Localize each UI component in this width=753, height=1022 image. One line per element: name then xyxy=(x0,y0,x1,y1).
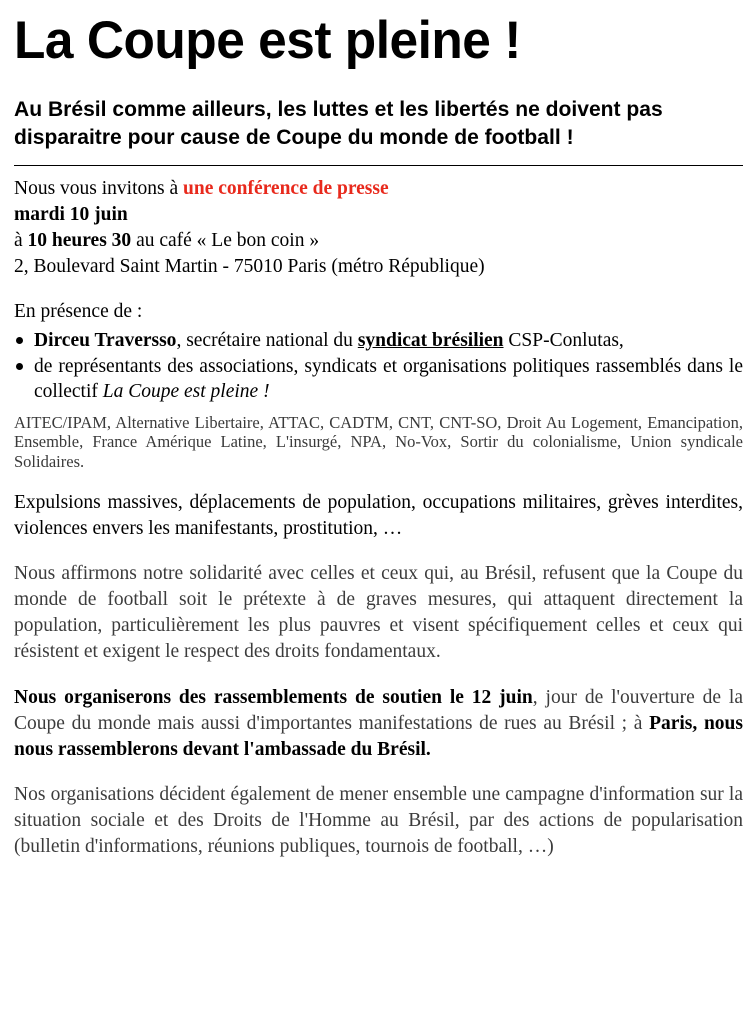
list-item xyxy=(14,354,743,405)
invitation-highlight: une conférence de presse xyxy=(183,178,389,200)
invitation-date-text: mardi 10 juin xyxy=(14,204,128,225)
rassemblements-mid: , jour de l'ouverture de la Coupe du monde mais aussi d'importantes manifestations de rues au Brésil ; à xyxy=(14,686,743,734)
page-subtitle: Au Brésil comme ailleurs, les luttes et les libertés ne doivent pas disparaitre pour cause de Coupe du monde de football ! xyxy=(14,97,663,149)
divider xyxy=(14,165,743,166)
paragraph-campagne: Nos organisations décident également de mener ensemble une campagne d'information sur la situation sociale et des Droits de l'Homme au Brésil, par des actions de popularisation (bulletin d'informations, réunions publiques, tournois de football, …) xyxy=(14,783,743,857)
list-item xyxy=(14,328,743,353)
speakers-list xyxy=(14,328,743,405)
collective-name: La Coupe est pleine ! xyxy=(102,381,270,403)
invitation-time: 10 heures 30 xyxy=(27,229,132,251)
organizations-list: AITEC/IPAM, Alternative Libertaire, ATTAC, CADTM, CNT, CNT-SO, Droit Au Logement, Emancipation, Ensemble, France Amérique Latine, L'insurgé, NPA, No-Vox, Sortir du colonialisme, Union syndicale Solidaires. xyxy=(14,412,743,471)
paragraph-rassemblements xyxy=(14,685,743,763)
invitation-time-place xyxy=(14,228,743,254)
speaker-union: syndicat brésilien xyxy=(357,329,504,351)
speaker-role: , secrétaire national du xyxy=(176,329,358,351)
speaker-name: Dirceu Traversso xyxy=(34,329,177,351)
invitation-venue: au café « Le bon coin » xyxy=(131,229,320,251)
page-title: La Coupe est pleine ! xyxy=(14,11,521,70)
rassemblements-bold-lead: Nous organiserons des rassemblements de soutien le 12 juin xyxy=(14,686,533,708)
paragraph-expulsions: Expulsions massives, déplacements de population, occupations militaires, grèves interdites, violences envers les manifestants, prostitution, … xyxy=(14,492,743,540)
collective-text: de représentants des associations, syndicats et organisations politiques rassemblés dans le collectif xyxy=(34,356,743,403)
invitation-date xyxy=(14,202,743,228)
invitation-address: 2, Boulevard Saint Martin - 75010 Paris (métro République) xyxy=(14,255,485,277)
speaker-union-suffix: CSP-Conlutas, xyxy=(503,329,624,351)
invitation-block xyxy=(14,176,743,280)
invitation-time-prefix: à xyxy=(14,229,28,251)
rassemblements-bold-end: Paris, nous nous rassemblerons devant l'ambassade du Brésil. xyxy=(14,712,743,760)
paragraph-solidarite: Nous affirmons notre solidarité avec celles et ceux qui, au Brésil, refusent que la Coupe du monde de football soit le prétexte à de graves mesures, qui attaquent directement la population, particulièrement les plus pauvres et visent spécifiquement celles et ceux qui résistent et exigent le respect des droits fondamentaux. xyxy=(14,563,743,663)
presence-label: En présence de : xyxy=(14,300,143,322)
invitation-line-1 xyxy=(14,176,743,202)
invitation-intro-text: Nous vous invitons à xyxy=(14,178,184,200)
